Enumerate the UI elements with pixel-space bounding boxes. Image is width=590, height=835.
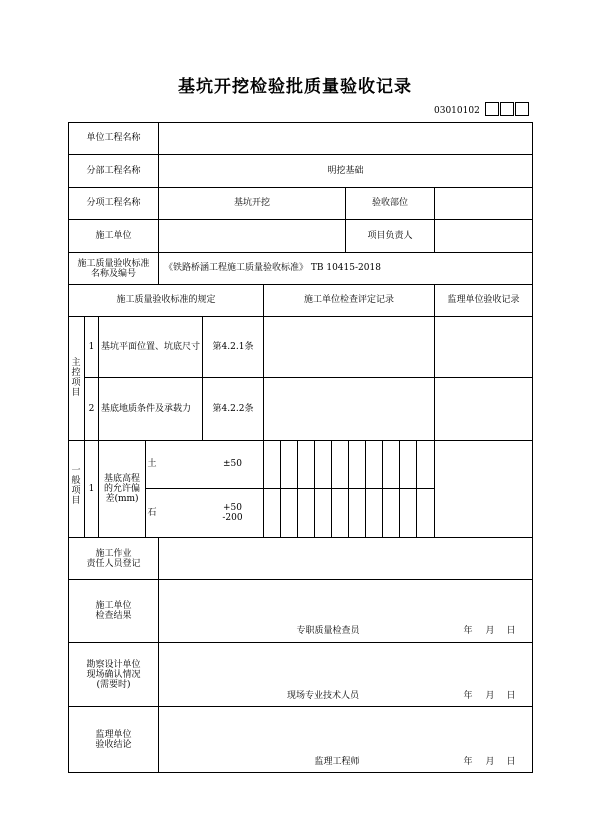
supervisor-label — [69, 707, 158, 772]
project-manager-label: 项目负责人 — [367, 230, 413, 241]
staff-value[interactable] — [159, 538, 532, 579]
code-box-3[interactable] — [515, 102, 529, 116]
contractor-label: 施工单位 — [95, 230, 132, 241]
main-item-2-text: 基底地质条件及承载力 — [101, 403, 192, 414]
check-day: 日 — [506, 625, 516, 636]
main-control-char: 项 — [71, 378, 81, 388]
code-box-2[interactable] — [500, 102, 514, 116]
design-signature-label: 现场专业技术人员 — [286, 690, 359, 701]
form-code: 03010102 — [434, 106, 480, 116]
supervisor-record-header: 监理单位验收记录 — [447, 295, 520, 305]
supervisor-signature-label: 监理工程师 — [314, 756, 360, 767]
supervisor-month: 月 — [485, 756, 495, 767]
main-control-label — [70, 358, 82, 398]
staff-label — [69, 538, 158, 579]
soil-value: ±50 — [223, 459, 242, 469]
supervisor-year: 年 — [463, 756, 473, 767]
general-char: 项 — [71, 486, 81, 496]
staff-label-line1: 施工作业 — [95, 548, 132, 559]
design-label-line2: 现场确认情况 — [86, 669, 141, 680]
main-item-1-clause: 第4.2.1条 — [212, 341, 254, 352]
main-item-2-record[interactable] — [435, 378, 532, 440]
check-signature-label: 专职质量检查员 — [296, 625, 360, 636]
design-year: 年 — [463, 690, 473, 701]
acceptance-part-label: 验收部位 — [371, 198, 408, 208]
division-label: 分部工程名称 — [86, 165, 141, 176]
general-char: 目 — [71, 496, 81, 506]
general-item-no: 1 — [88, 483, 95, 494]
unit-project-value[interactable] — [159, 123, 532, 154]
contractor-check-header: 施工单位检查评定记录 — [303, 295, 394, 305]
main-item-1-record[interactable] — [435, 317, 532, 377]
division-value: 明挖基础 — [327, 165, 364, 176]
general-label — [70, 466, 82, 506]
design-label-line1: 勘察设计单位 — [86, 659, 141, 670]
main-item-1-text: 基坑平面位置、坑底尺寸 — [101, 341, 201, 352]
rock-label: 石 — [147, 507, 157, 518]
rock-value — [202, 489, 263, 537]
standard-value: 《铁路桥涵工程施工质量验收标准》 TB 10415-2018 — [164, 263, 381, 273]
rock-value-lower: -200 — [222, 513, 243, 523]
main-control-char: 控 — [71, 368, 81, 378]
design-day: 日 — [506, 690, 516, 701]
project-manager-value[interactable] — [435, 220, 532, 252]
subitem-label: 分项工程名称 — [86, 198, 141, 208]
contractor-value[interactable] — [159, 220, 345, 252]
supervisor-label-line1: 监理单位 — [95, 729, 132, 740]
unit-project-label: 单位工程名称 — [86, 133, 141, 143]
soil-label: 土 — [147, 459, 157, 469]
code-box-1[interactable] — [485, 102, 499, 116]
general-char: 一 — [71, 466, 81, 476]
main-item-2-no: 2 — [88, 403, 95, 414]
supervisor-day: 日 — [506, 756, 516, 767]
general-item-record[interactable] — [435, 441, 532, 537]
design-month: 月 — [485, 690, 495, 701]
check-month: 月 — [485, 625, 495, 636]
design-label-line3: (需要时) — [96, 679, 131, 690]
main-item-1-no: 1 — [88, 341, 95, 352]
main-item-2-check[interactable] — [264, 378, 434, 440]
check-year: 年 — [463, 625, 473, 636]
standard-label — [69, 253, 158, 284]
main-control-char: 主 — [71, 358, 81, 368]
standard-label-line1: 施工质量验收标准 — [77, 258, 150, 269]
check-result-label — [69, 580, 158, 642]
design-label — [69, 643, 158, 706]
spec-header: 施工质量验收标准的规定 — [116, 295, 216, 305]
standard-label-line2: 名称及编号 — [90, 268, 136, 279]
supervisor-label-line2: 验收结论 — [95, 739, 132, 750]
general-item-text: 基底高程的允许偏差(mm) — [103, 474, 140, 504]
form-title: 基坑开挖检验批质量验收记录 — [178, 77, 412, 97]
main-control-char: 目 — [71, 388, 81, 398]
general-char: 般 — [71, 476, 81, 486]
main-item-2-clause: 第4.2.2条 — [212, 403, 254, 414]
staff-label-line2: 责任人员登记 — [86, 558, 141, 569]
check-result-label-line2: 检查结果 — [95, 611, 132, 621]
subitem-value: 基坑开挖 — [233, 198, 270, 208]
main-item-1-check[interactable] — [264, 317, 434, 377]
check-result-label-line1: 施工单位 — [95, 601, 132, 611]
rock-value-upper: +50 — [223, 503, 242, 513]
acceptance-part-value[interactable] — [435, 188, 532, 219]
